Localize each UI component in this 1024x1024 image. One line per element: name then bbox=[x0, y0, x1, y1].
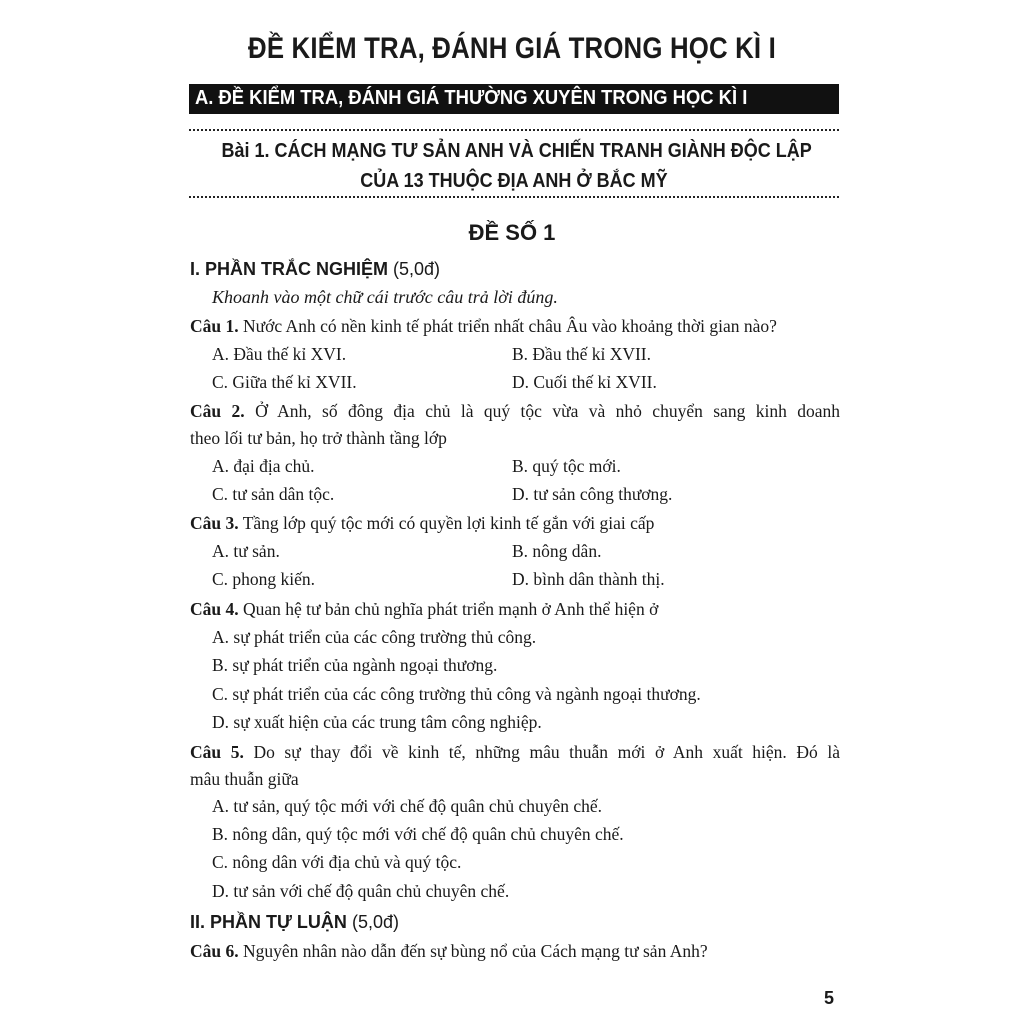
q3-option-b: B. nông dân. bbox=[512, 541, 602, 561]
q2-option-b: B. quý tộc mới. bbox=[512, 456, 621, 476]
q4-option-d: D. sự xuất hiện của các trung tâm công nghiệp. bbox=[212, 712, 542, 732]
part1-instruction: Khoanh vào một chữ cái trước câu trả lời đúng. bbox=[212, 287, 558, 307]
q3-option-a: A. tư sản. bbox=[212, 541, 280, 561]
q4-option-c: C. sự phát triển của các công trường thủ công và ngành ngoại thương. bbox=[212, 684, 701, 704]
exam-number: ĐỀ SỐ 1 bbox=[468, 220, 556, 245]
section-title: A. ĐỀ KIỂM TRA, ĐÁNH GIÁ THƯỜNG XUYÊN TRONG HỌC KÌ I bbox=[195, 87, 748, 109]
question-label: Câu 2. bbox=[190, 401, 245, 421]
part2-points: (5,0đ) bbox=[351, 912, 399, 932]
q3-option-d: D. bình dân thành thị. bbox=[512, 569, 665, 589]
question-1 bbox=[190, 316, 840, 337]
question-text: Do sự thay đổi về kinh tế, những mâu thuẫn mới ở Anh xuất hiện. Đó là bbox=[253, 742, 841, 762]
question-text: Nguyên nhân nào dẫn đến sự bùng nổ của Cách mạng tư sản Anh? bbox=[243, 941, 708, 961]
lesson-title-line2: CỦA 13 THUỘC ĐỊA ANH Ở BẮC MỸ bbox=[360, 170, 668, 192]
q2-option-c: C. tư sản dân tộc. bbox=[212, 484, 335, 504]
page-title: ĐỀ KIỂM TRA, ĐÁNH GIÁ TRONG HỌC KÌ I bbox=[248, 32, 776, 65]
q2-option-a: A. đại địa chủ. bbox=[212, 456, 315, 476]
question-3 bbox=[190, 513, 840, 534]
q5-option-b: B. nông dân, quý tộc mới với chế độ quân chủ chuyên chế. bbox=[212, 824, 624, 844]
q3-option-c: C. phong kiến. bbox=[212, 569, 316, 589]
question-label: Câu 3. bbox=[190, 513, 239, 533]
question-5 bbox=[190, 742, 840, 763]
question-label: Câu 6. bbox=[190, 941, 239, 961]
question-label: Câu 5. bbox=[190, 742, 244, 762]
question-text: Tầng lớp quý tộc mới có quyền lợi kinh tế gắn với giai cấp bbox=[242, 513, 655, 533]
question-6 bbox=[190, 941, 840, 962]
question-text: Quan hệ tư bản chủ nghĩa phát triển mạnh ở Anh thể hiện ở bbox=[243, 599, 659, 619]
question-2 bbox=[190, 401, 840, 422]
question-text: Nước Anh có nền kinh tế phát triển nhất châu Âu vào khoảng thời gian nào? bbox=[243, 316, 777, 336]
q1-option-a: A. Đầu thế kỉ XVI. bbox=[212, 344, 347, 364]
lesson-title-line1: Bài 1. CÁCH MẠNG TƯ SẢN ANH VÀ CHIẾN TRANH GIÀNH ĐỘC LẬP bbox=[221, 140, 812, 162]
part2-title: II. PHẦN TỰ LUẬN bbox=[190, 912, 347, 932]
question-label: Câu 4. bbox=[190, 599, 239, 619]
q1-option-c: C. Giữa thế kỉ XVII. bbox=[212, 372, 357, 392]
q5-option-c: C. nông dân với địa chủ và quý tộc. bbox=[212, 852, 462, 872]
page-number: 5 bbox=[824, 988, 835, 1008]
dotted-divider-top bbox=[189, 129, 839, 131]
question-label: Câu 1. bbox=[190, 316, 239, 336]
question-5-continuation: mâu thuẫn giữa bbox=[190, 769, 299, 789]
q2-option-d: D. tư sản công thương. bbox=[512, 484, 673, 504]
q4-option-a: A. sự phát triển của các công trường thủ công. bbox=[212, 627, 537, 647]
part1-heading bbox=[190, 259, 440, 280]
part1-title: I. PHẦN TRẮC NGHIỆM bbox=[190, 259, 388, 279]
q5-option-a: A. tư sản, quý tộc mới với chế độ quân chủ chuyên chế. bbox=[212, 796, 603, 816]
question-2-continuation: theo lối tư bản, họ trở thành tầng lớp bbox=[190, 428, 447, 448]
part1-points: (5,0đ) bbox=[393, 259, 441, 279]
part2-heading bbox=[190, 912, 399, 933]
q4-option-b: B. sự phát triển của ngành ngoại thương. bbox=[212, 655, 498, 675]
dotted-divider-bottom bbox=[189, 196, 839, 198]
section-header-bar bbox=[189, 84, 839, 114]
q1-option-d: D. Cuối thế kỉ XVII. bbox=[512, 372, 657, 392]
q5-option-d: D. tư sản với chế độ quân chủ chuyên chế. bbox=[212, 881, 510, 901]
q1-option-b: B. Đầu thế kỉ XVII. bbox=[512, 344, 652, 364]
question-text: Ở Anh, số đông địa chủ là quý tộc vừa và nhỏ chuyển sang kinh doanh bbox=[255, 401, 840, 421]
question-4 bbox=[190, 599, 840, 620]
